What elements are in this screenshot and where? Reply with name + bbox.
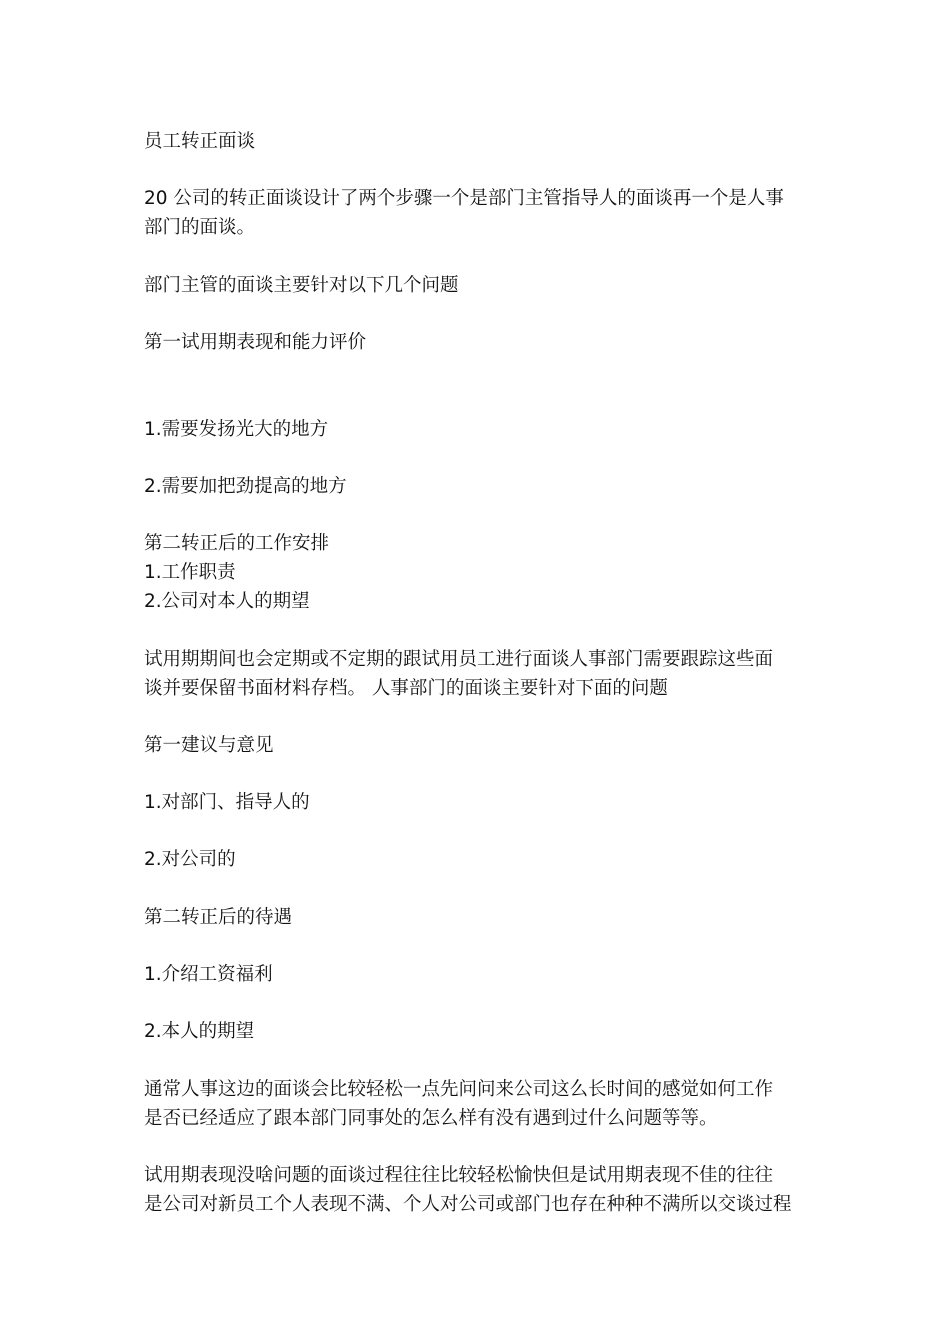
paragraph-line: 是公司对新员工个人表现不满、个人对公司或部门也存在种种不满所以交谈过程 xyxy=(144,1194,792,1215)
list-item: 1.介绍工资福利 xyxy=(144,964,273,985)
list-item: 2.需要加把劲提高的地方 xyxy=(144,476,347,497)
paragraph-line: 部门的面谈。 xyxy=(144,217,256,238)
list-item: 2.公司对本人的期望 xyxy=(144,591,310,612)
section-heading: 第二转正后的工作安排 xyxy=(144,533,330,554)
paragraph-line: 通常人事这边的面谈会比较轻松一点先问问来公司这么长时间的感觉如何工作 xyxy=(144,1079,774,1100)
paragraph-line: 20 公司的转正面谈设计了两个步骤一个是部门主管指导人的面谈再一个是人事 xyxy=(144,188,784,209)
paragraph-line: 试用期表现没啥问题的面谈过程往往比较轻松愉快但是试用期表现不佳的往往 xyxy=(144,1165,774,1186)
list-item: 1.对部门、指导人的 xyxy=(144,792,310,813)
section-heading: 第二转正后的待遇 xyxy=(144,907,293,928)
document-title: 员工转正面谈 xyxy=(144,131,256,152)
list-item: 2.对公司的 xyxy=(144,849,236,870)
paragraph-line: 部门主管的面谈主要针对以下几个问题 xyxy=(144,275,459,296)
list-item: 1.需要发扬光大的地方 xyxy=(144,419,329,440)
list-item: 1.工作职责 xyxy=(144,562,236,583)
paragraph-line: 是否已经适应了跟本部门同事处的怎么样有没有遇到过什么问题等等。 xyxy=(144,1108,718,1129)
paragraph-line: 谈并要保留书面材料存档。 人事部门的面谈主要针对下面的问题 xyxy=(144,678,668,699)
list-item: 2.本人的期望 xyxy=(144,1021,255,1042)
section-heading: 第一建议与意见 xyxy=(144,735,274,756)
paragraph-line: 试用期期间也会定期或不定期的跟试用员工进行面谈人事部门需要跟踪这些面 xyxy=(144,649,774,670)
section-heading: 第一试用期表现和能力评价 xyxy=(144,332,367,353)
